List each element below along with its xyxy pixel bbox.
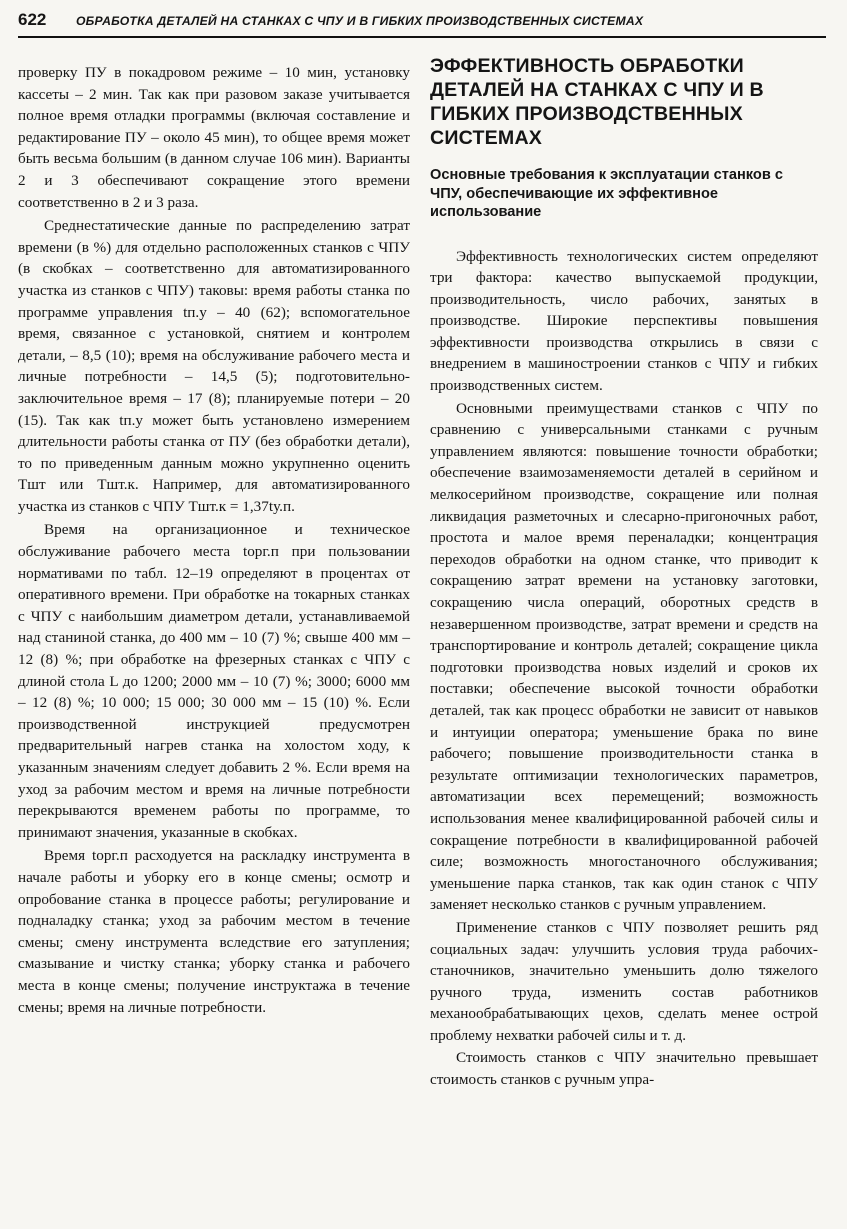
paragraph: Время tорг.п расходуется на раскладку инструмента в начале работы и уборку его в конце смены; осмотр и опробование станка в процессе работы; регулирование и подналадку станка; уход за рабочим местом в течение смены; смену инструмента вследствие его затупления; смазывание и чистку станка; уборку станка и рабочего места в конце смены; получение инструктажа в течение смены; время на личные потребности. [18, 847, 410, 1016]
subsection-title: Основные требования к эксплуатации станков с ЧПУ, обеспечивающие их эффективное использование [430, 167, 783, 220]
right-column [430, 55, 818, 1091]
section-title: ЭФФЕКТИВНОСТЬ ОБРАБОТКИ ДЕТАЛЕЙ НА СТАНКАХ С ЧПУ И В ГИБКИХ ПРОИЗВОДСТВЕННЫХ СИСТЕМАХ [430, 55, 764, 149]
left-column [18, 62, 410, 1018]
page-number: 622 [18, 10, 47, 29]
running-head [18, 10, 826, 38]
running-title: ОБРАБОТКА ДЕТАЛЕЙ НА СТАНКАХ С ЧПУ И В ГИБКИХ ПРОИЗВОДСТВЕННЫХ СИСТЕМАХ [76, 14, 644, 28]
paragraph: проверку ПУ в покадровом режиме – 10 мин, установку кассеты – 2 мин. Так как при разовом заказе учитывается полное время отладки программы (включая составление и редактирование ПУ – около 45 мин), то общее время может быть весьма большим (в данном случае 106 мин). Варианты 2 и 3 обеспечивают сокращение этого времени соответственно в 2 и 3 раза. [18, 64, 410, 211]
paragraph: Эффективность технологических систем определяют три фактора: качество выпускаемой продукции, производительность, число рабочих, занятых в производстве. Широкие перспективы повышения эффективности производства открылись в связи с внедрением в машиностроении станков с ЧПУ и гибких производственных систем. [430, 247, 818, 395]
paragraph: Среднестатические данные по распределению затрат времени (в %) для отдельно расположенных станков с ЧПУ (в скобках – соответственно для автоматизированного участка из станков с ЧПУ) таковы: время работы станка по программе управления tп.у – 40 (62); вспомогательное время, связанное с установкой, снятием и контролем детали, – 8,5 (10); время на обслуживание рабочего места и личные потребности – 14,5 (5); подготовительно-заключительное время – 17 (8); планируемые потери – 20 (15). Так как tп.у может быть установлено измерением длительности работы станка от ПУ (без обработки детали), то по приведенным данным можно укрупненно оценить Tшт или Tшт.к. Например, для автоматизированного участка из станков с ЧПУ Tшт.к = 1,37tу.п. [18, 217, 410, 515]
paragraph: Основными преимуществами станков с ЧПУ по сравнению с универсальными станками с ручным управлением являются: повышение точности обработки; обеспечение взаимозаменяемости деталей в серийном и мелкосерийном производстве, сокращение или полная ликвидация разметочных и слесарно-пригоночных работ, простота и малое время переналадки; концентрация переходов обработки на одном станке, что приводит к сокращению затрат времени на установку заготовки, сокращению числа операций, оборотных средств в незавершенном производстве, затрат времени и средств на транспортирование и контроль деталей; сокращение цикла подготовки производства новых изделий и сроков их поставки; обеспечение высокой точности обработки деталей, так как процесс обработки не зависит от навыков и интуиции оператора; уменьшение брака по вине рабочего; повышение производительности станка в результате оптимизации технологических параметров, автоматизации всех перемещений; возможность использования менее квалифицированной рабочей силы и сокращение потребности в квалифицированной рабочей силе; возможность многостаночного обслуживания; уменьшение парка станков, так как один станок с ЧПУ заменяет несколько станков с ручным управлением. [430, 399, 818, 914]
paragraph: Применение станков с ЧПУ позволяет решить ряд социальных задач: улучшить условия труда рабочих-станочников, значительно уменьшить долю тяжелого ручного труда, изменить состав работников механообрабатывающих цехов, сделать менее острой проблему нехватки рабочей силы и т. д. [430, 918, 818, 1044]
paragraph: Время на организационное и техническое обслуживание рабочего места tорг.п при пользовании нормативами по табл. 12–19 определяют в процентах от оперативного времени. При обработке на токарных станках с ЧПУ с наибольшим диаметром детали, устанавливаемой над станиной станка, до 400 мм – 10 (7) %; свыше 400 мм – 12 (8) %; при обработке на фрезерных станках с ЧПУ с длиной стола L до 1200; 2000 мм – 10 (7) %; 3000; 6000 мм – 12 (8) %; 10 000; 15 000; 30 000 мм – 15 (10) %. Если производственной инструкцией предусмотрен предварительный нагрев станка на холостом ходу, к указанным значениям следует добавить 2 %. Если время на уход за рабочим местом и время на личные потребности перекрываются временем работы по программе, то принимают значения, указанные в скобках. [18, 521, 410, 841]
paragraph: Стоимость станков с ЧПУ значительно превышает стоимость станков с ручным упра- [430, 1049, 818, 1089]
